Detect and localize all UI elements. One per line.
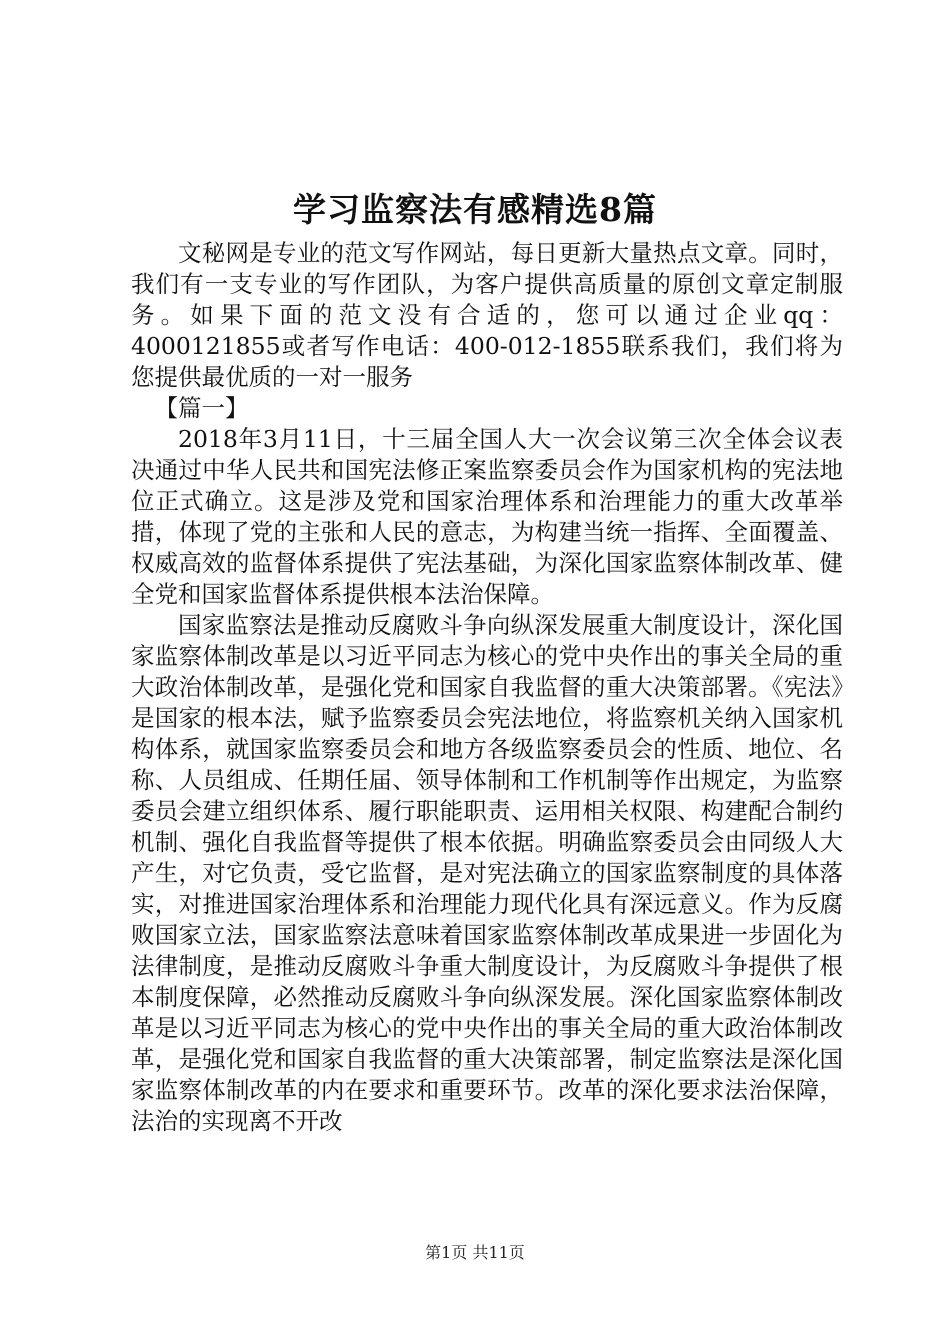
section-heading: 【篇一】 <box>154 394 249 422</box>
body-paragraph-1: 2018年3月11日，十三届全国人大一次会议第三次全体会议表决通过中华人民共和国宪法修正案监察委员会作为国家机构的宪法地位正式确立。这是涉及党和国家治理体系和治理能力的重大改革举措，体现了党的主张和人民的意志，为构建当统一指挥、全面覆盖、权威高效的监督体系提供了宪法基础，为深化国家监察体制改革、健全党和国家监督体系提供根本法治保障。 <box>131 425 843 608</box>
intro-paragraph: 文秘网是专业的范文写作网站，每日更新大量热点文章。同时，我们有一支专业的写作团队，为客户提供高质量的原创文章定制服务。如果下面的范文没有合适的，您可以通过企业qq：4000121855或者写作电话：400-012-1855联系我们，我们将为您提供最优质的一对一服务 <box>131 239 843 391</box>
body-paragraph-2: 国家监察法是推动反腐败斗争向纵深发展重大制度设计，深化国家监察体制改革是以习近平同志为核心的党中央作出的事关全局的重大政治体制改革，是强化党和国家自我监督的重大决策部署。《宪法》是国家的根本法，赋予监察委员会宪法地位，将监察机关纳入国家机构体系，就国家监察委员会和地方各级监察委员会的性质、地位、名称、人员组成、任期任届、领导体制和工作机制等作出规定，为监察委员会建立组织体系、履行职能职责、运用相关权限、构建配合制约机制、强化自我监督等提供了根本依据。明确监察委员会由同级人大产生，对它负责，受它监督，是对宪法确立的国家监察制度的具体落实，对推进国家治理体系和治理能力现代化具有深远意义。作为反腐败国家立法，国家监察法意味着国家监察体制改革成果进一步固化为法律制度，是推动反腐败斗争重大制度设计，为反腐败斗争提供了根本制度保障，必然推动反腐败斗争向纵深发展。深化国家监察体制改革是以习近平同志为核心的党中央作出的事关全局的重大政治体制改革，是强化党和国家自我监督的重大决策部署，制定监察法是深化国家监察体制改革的内在要求和重要环节。改革的深化要求法治保障，法治的实现离不开改 <box>131 611 843 1135</box>
document-body <box>131 238 843 1137</box>
page-number-footer: 第1页 共11页 <box>425 1243 525 1262</box>
document-title: 学习监察法有感精选8篇 <box>293 190 657 229</box>
